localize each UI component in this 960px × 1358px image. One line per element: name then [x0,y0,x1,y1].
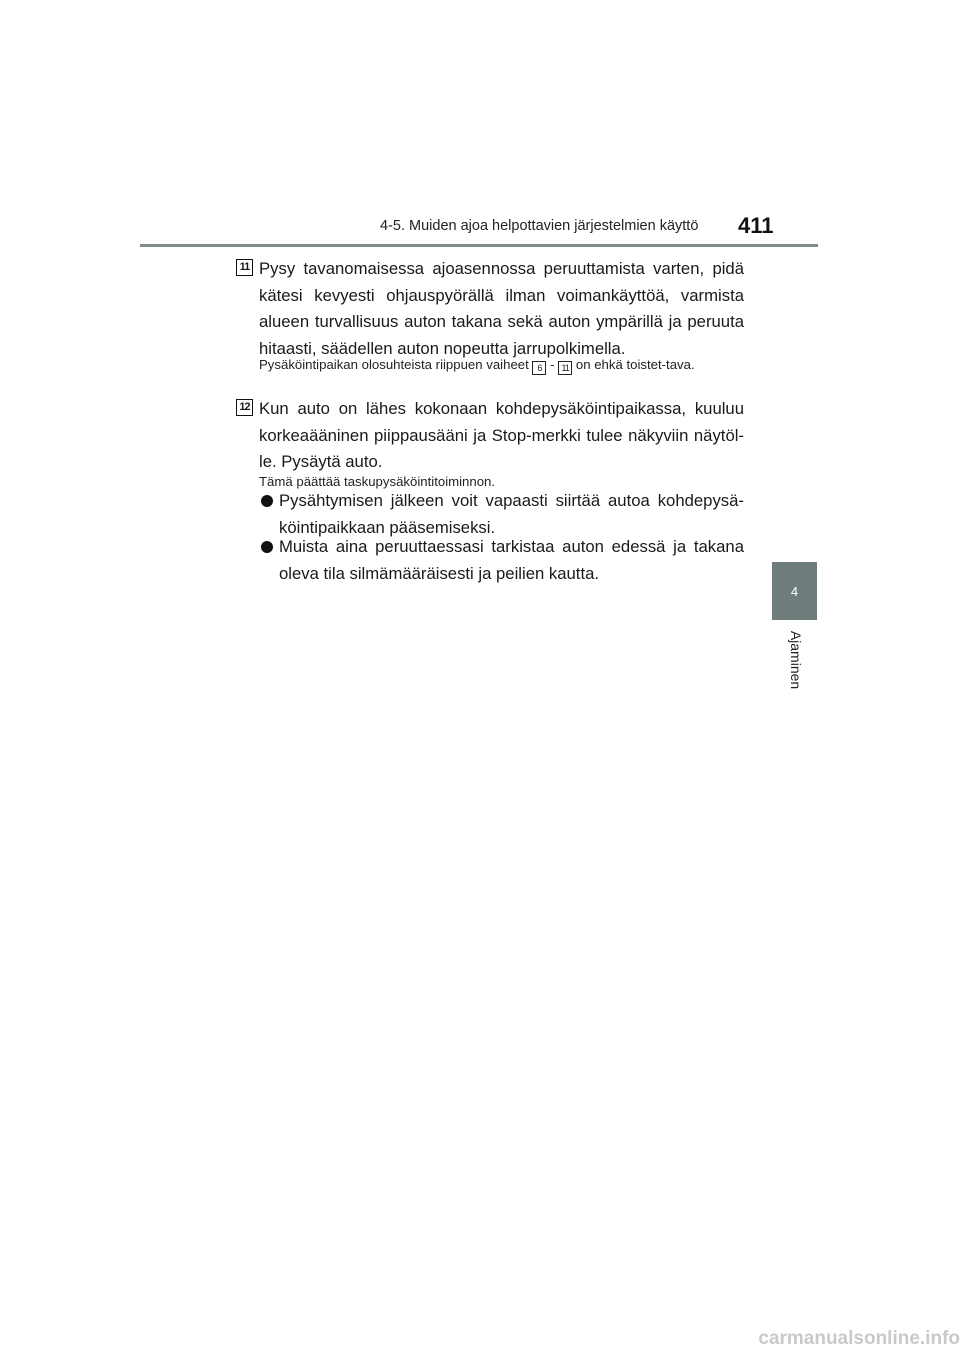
bullet-text: Pysähtymisen jälkeen voit vapaasti siirtää autoa kohdepysä-köintipaikkaan pääsemiseksi. [279,491,744,537]
list-item [261,534,744,587]
step-reference-badge: 11 [558,361,572,375]
note-text: Pysäköintipaikan olosuhteista riippuen vaiheet [259,357,529,372]
step-note: Tämä päättää taskupysäköintitoiminnon. [259,474,496,489]
bullet-icon [261,541,273,553]
header-divider [140,244,818,247]
step-number-badge: 11 [236,259,253,276]
watermark: carmanualsonline.info [758,1328,960,1349]
step-text: Kun auto on lähes kokonaan kohdepysäköintipaikassa, kuuluu korkeaääninen piippausääni ja Stop-merkki tulee näkyviin näytöl-le. Pysäytä auto. [259,399,744,471]
bullet-icon [261,495,273,507]
chapter-label: Ajaminen [788,630,804,690]
note-text: on ehkä toistet-tava. [575,357,695,372]
section-title: 4-5. Muiden ajoa helpottavien järjestelmien käyttö [380,218,699,234]
step-reference-badge: 6 [532,361,546,375]
step-text: Pysy tavanomaisessa ajoasennossa peruuttamista varten, pidä kätesi kevyesti ohjauspyörällä ilman voimankäyttöä, varmista alueen turvallisuus auton takana sekä auton ympärillä ja peruuta hitaasti, säädellen auton nopeutta jarrupolkimella. [259,259,744,358]
step-note [259,357,744,375]
note-separator: - [550,357,555,372]
chapter-number: 4 [790,583,799,599]
step-number-badge: 12 [236,399,253,416]
bullet-text: Muista aina peruuttaessasi tarkistaa auton edessä ja takana oleva tila silmämääräisesti ja peilien kautta. [279,537,744,583]
page-number: 411 [738,213,774,238]
